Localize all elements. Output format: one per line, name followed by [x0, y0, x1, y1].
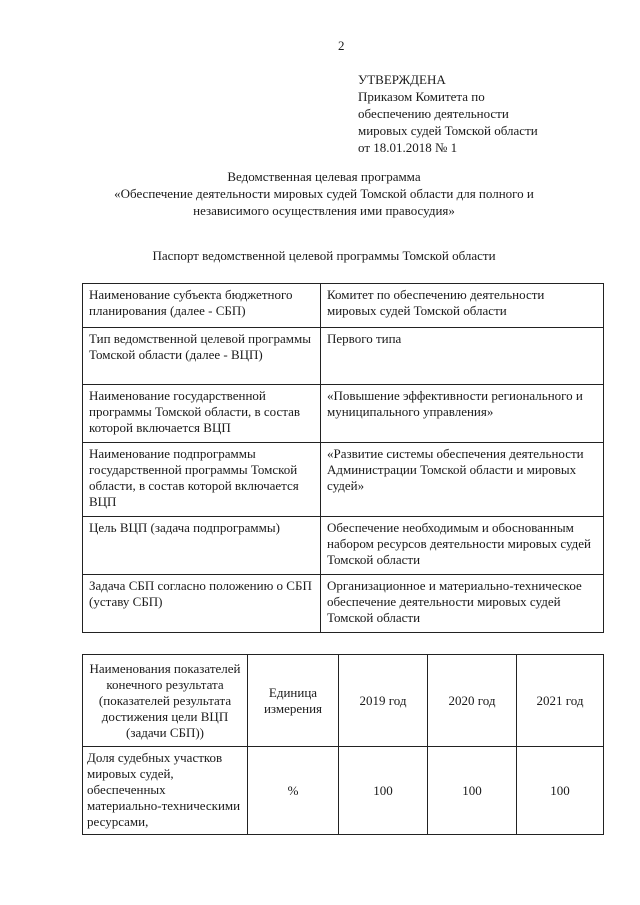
header-year-2020: 2020 год	[428, 655, 517, 747]
passport-value: Первого типа	[321, 328, 604, 385]
indicators-header-row	[83, 655, 604, 747]
passport-row	[83, 385, 604, 443]
passport-label: Наименование подпрограммы государственной программы Томской области, в состав которой включается ВЦП	[83, 443, 321, 517]
passport-row	[83, 575, 604, 633]
header-year-2021: 2021 год	[517, 655, 604, 747]
approval-line: мировых судей Томской области	[358, 123, 538, 138]
passport-row	[83, 443, 604, 517]
approval-stamp	[358, 71, 538, 156]
passport-value: «Повышение эффективности регионального и муниципального управления»	[321, 385, 604, 443]
passport-label: Наименование субъекта бюджетного планирования (далее - СБП)	[83, 284, 321, 328]
program-heading-line: «Обеспечение деятельности мировых судей Томской области для полного и	[114, 186, 534, 201]
passport-label: Тип ведомственной целевой программы Томской области (далее - ВЦП)	[83, 328, 321, 385]
indicator-value-2020: 100	[428, 747, 517, 835]
approval-line: обеспечению деятельности	[358, 106, 509, 121]
approval-line: от 18.01.2018 № 1	[358, 140, 458, 155]
passport-label: Наименование государственной программы Томской области, в состав которой включается ВЦП	[83, 385, 321, 443]
indicators-row	[83, 747, 604, 835]
approval-line: Приказом Комитета по	[358, 89, 485, 104]
passport-value: Обеспечение необходимым и обоснованным набором ресурсов деятельности мировых судей Томской области	[321, 517, 604, 575]
header-unit: Единица измерения	[248, 655, 339, 747]
program-heading-line: Ведомственная целевая программа	[227, 169, 421, 184]
header-indicator-name: Наименования показателей конечного результата (показателей результата достижения цели ВЦП (задачи СБП))	[83, 655, 248, 747]
approval-line: УТВЕРЖДЕНА	[358, 72, 446, 87]
passport-title: Паспорт ведомственной целевой программы Томской области	[152, 248, 496, 263]
passport-row	[83, 284, 604, 328]
page-number: 2	[338, 38, 345, 53]
program-heading-line: независимого осуществления ими правосудия»	[193, 203, 455, 218]
passport-value: Комитет по обеспечению деятельности мировых судей Томской области	[321, 284, 604, 328]
passport-label: Цель ВЦП (задача подпрограммы)	[83, 517, 321, 575]
passport-value: Организационное и материально-техническое обеспечение деятельности мировых судей Томской области	[321, 575, 604, 633]
program-heading	[90, 168, 558, 219]
indicator-value-2021: 100	[517, 747, 604, 835]
passport-row	[83, 517, 604, 575]
indicator-value-2019: 100	[339, 747, 428, 835]
passport-row	[83, 328, 604, 385]
header-year-2019: 2019 год	[339, 655, 428, 747]
indicators-table	[82, 654, 604, 835]
indicator-unit: %	[248, 747, 339, 835]
passport-value: «Развитие системы обеспечения деятельности Администрации Томской области и мировых судей»	[321, 443, 604, 517]
indicator-name: Доля судебных участков мировых судей, обеспеченных материально-техническими ресурсами,	[83, 747, 248, 835]
passport-table	[82, 283, 604, 633]
passport-label: Задача СБП согласно положению о СБП (уставу СБП)	[83, 575, 321, 633]
